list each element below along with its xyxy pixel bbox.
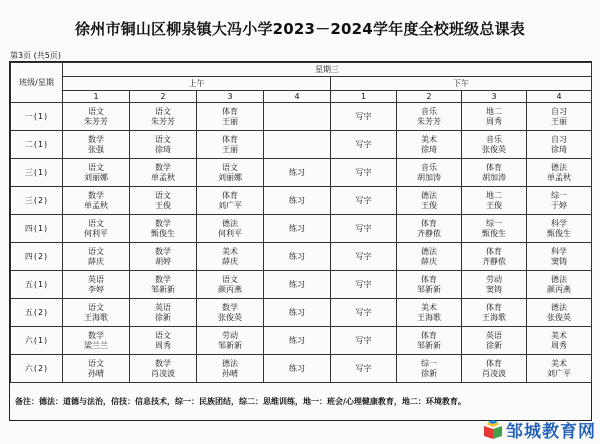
lesson-cell bbox=[197, 327, 264, 355]
teacher-text: 王俊 bbox=[421, 200, 437, 210]
subject-text: 综一 bbox=[421, 358, 437, 368]
teacher-text: 邹新新 bbox=[417, 340, 441, 350]
teacher-text: 王丽 bbox=[551, 116, 567, 126]
lesson-cell bbox=[264, 299, 331, 327]
subject-text: 美术 bbox=[551, 358, 567, 368]
subject-text: 德法 bbox=[551, 302, 567, 312]
lesson-cell bbox=[197, 355, 264, 383]
lesson-cell bbox=[527, 215, 592, 243]
lesson-cell bbox=[264, 187, 331, 215]
subject-text: 语文 bbox=[155, 134, 171, 144]
period-header: 3 bbox=[462, 91, 527, 103]
class-name: 六(2) bbox=[11, 355, 63, 383]
lesson-cell bbox=[63, 215, 130, 243]
lesson-cell bbox=[130, 187, 197, 215]
lesson-cell bbox=[527, 327, 592, 355]
subject-text: 美术 bbox=[222, 246, 238, 256]
document-title: 徐州市铜山区柳泉镇大冯小学2023－2024学年度全校班级总课表 bbox=[75, 20, 525, 38]
lesson-cell bbox=[527, 131, 592, 159]
subject-text: 自习 bbox=[551, 134, 567, 144]
subject-text: 语文 bbox=[88, 218, 104, 228]
teacher-text: 齐静侬 bbox=[482, 256, 506, 266]
teacher-text: 胡加涛 bbox=[482, 172, 506, 182]
subject-text: 体育 bbox=[421, 218, 437, 228]
teacher-text: 颜丙燕 bbox=[547, 284, 571, 294]
teacher-text: 王丽 bbox=[222, 116, 238, 126]
lesson-cell bbox=[397, 299, 462, 327]
teacher-text: 甄俊生 bbox=[482, 228, 506, 238]
lesson-cell bbox=[197, 215, 264, 243]
class-name: 二(1) bbox=[11, 131, 63, 159]
lesson-cell bbox=[63, 327, 130, 355]
teacher-text: 窦铸 bbox=[551, 256, 567, 266]
lesson-cell bbox=[331, 271, 397, 299]
teacher-text: 齐静侬 bbox=[417, 228, 441, 238]
lesson-cell bbox=[527, 159, 592, 187]
teacher-text: 张俊英 bbox=[547, 312, 571, 322]
class-name: 四(1) bbox=[11, 215, 63, 243]
lesson-cell bbox=[63, 131, 130, 159]
teacher-text: 刘丽娜 bbox=[218, 172, 242, 182]
teacher-text: 何利平 bbox=[84, 228, 108, 238]
lesson-cell bbox=[63, 355, 130, 383]
class-row bbox=[11, 159, 592, 187]
lesson-cell bbox=[130, 355, 197, 383]
page-indicator: 第3页 (共5页) bbox=[10, 51, 61, 60]
teacher-text: 梁兰兰 bbox=[84, 340, 108, 350]
corner-header: 班级/星期 bbox=[11, 63, 63, 103]
class-row bbox=[11, 187, 592, 215]
subject-text: 语文 bbox=[88, 302, 104, 312]
subject-text: 美术 bbox=[421, 302, 437, 312]
subject-text: 英语 bbox=[486, 330, 502, 340]
lesson-cell bbox=[462, 215, 527, 243]
subject-text: 数学 bbox=[222, 302, 238, 312]
lesson-cell bbox=[462, 299, 527, 327]
lesson-cell bbox=[130, 243, 197, 271]
subject-text: 体育 bbox=[486, 302, 502, 312]
subject-text: 自习 bbox=[551, 106, 567, 116]
teacher-text: 肖凌波 bbox=[151, 368, 175, 378]
subject-text: 地二 bbox=[486, 190, 502, 200]
teacher-text: 徐新 bbox=[421, 368, 437, 378]
teacher-text: 何利平 bbox=[218, 228, 242, 238]
class-row bbox=[11, 299, 592, 327]
subject-text: 地二 bbox=[486, 106, 502, 116]
class-name: 五(1) bbox=[11, 271, 63, 299]
lesson-cell bbox=[397, 327, 462, 355]
teacher-text: 薛庆 bbox=[222, 256, 238, 266]
lesson-cell bbox=[331, 103, 397, 131]
teacher-text: 甄俊生 bbox=[151, 228, 175, 238]
lesson-cell bbox=[462, 271, 527, 299]
lesson-cell bbox=[397, 187, 462, 215]
subject-text: 写字 bbox=[355, 167, 372, 177]
teacher-text: 朱芳芳 bbox=[84, 116, 108, 126]
subject-text: 写字 bbox=[355, 251, 372, 261]
teacher-text: 徐琦 bbox=[421, 144, 437, 154]
subject-text: 语文 bbox=[88, 106, 104, 116]
class-name: 三(1) bbox=[11, 159, 63, 187]
lesson-cell bbox=[197, 299, 264, 327]
teacher-text: 邹新新 bbox=[151, 284, 175, 294]
subject-text: 练习 bbox=[289, 363, 305, 373]
subject-text: 体育 bbox=[222, 106, 238, 116]
lesson-cell bbox=[462, 187, 527, 215]
schedule-sheet bbox=[9, 61, 592, 421]
lesson-cell bbox=[264, 271, 331, 299]
subject-text: 体育 bbox=[421, 330, 437, 340]
teacher-text: 徐新 bbox=[155, 312, 171, 322]
subject-text: 数学 bbox=[155, 274, 171, 284]
teacher-text: 王海歌 bbox=[417, 312, 441, 322]
lesson-cell bbox=[331, 327, 397, 355]
teacher-text: 刘广平 bbox=[218, 200, 242, 210]
lesson-cell bbox=[397, 215, 462, 243]
lesson-cell bbox=[264, 159, 331, 187]
teacher-text: 甄俊生 bbox=[547, 228, 571, 238]
subject-text: 英语 bbox=[155, 302, 171, 312]
subject-text: 综一 bbox=[551, 190, 567, 200]
lesson-cell bbox=[527, 103, 592, 131]
subject-text: 音乐 bbox=[486, 134, 502, 144]
lesson-cell bbox=[331, 215, 397, 243]
lesson-cell bbox=[264, 215, 331, 243]
teacher-text: 周秀 bbox=[551, 340, 567, 350]
teacher-text: 王俊 bbox=[155, 200, 171, 210]
lesson-cell bbox=[197, 271, 264, 299]
lesson-cell bbox=[527, 355, 592, 383]
subject-text: 德法 bbox=[551, 274, 567, 284]
subject-text: 语文 bbox=[88, 246, 104, 256]
subject-text: 练习 bbox=[289, 335, 305, 345]
lesson-cell bbox=[130, 327, 197, 355]
subject-text: 音乐 bbox=[421, 162, 437, 172]
afternoon-header: 下午 bbox=[331, 77, 592, 91]
lesson-cell bbox=[331, 131, 397, 159]
class-name: 四(2) bbox=[11, 243, 63, 271]
lesson-cell bbox=[264, 131, 331, 159]
class-row bbox=[11, 271, 592, 299]
teacher-text: 肖凌波 bbox=[482, 368, 506, 378]
class-row bbox=[11, 215, 592, 243]
class-row bbox=[11, 243, 592, 271]
subject-text: 科学 bbox=[551, 218, 567, 228]
lesson-cell bbox=[462, 243, 527, 271]
teacher-text: 徐琦 bbox=[551, 144, 567, 154]
lesson-cell bbox=[264, 243, 331, 271]
lesson-cell bbox=[264, 327, 331, 355]
subject-text: 音乐 bbox=[421, 106, 437, 116]
subject-text: 写字 bbox=[355, 195, 372, 205]
lesson-cell bbox=[462, 131, 527, 159]
lesson-cell bbox=[63, 187, 130, 215]
subject-text: 体育 bbox=[486, 246, 502, 256]
teacher-text: 孙晴 bbox=[88, 368, 104, 378]
subject-text: 德法 bbox=[222, 358, 238, 368]
subject-text: 写字 bbox=[355, 279, 372, 289]
subject-text: 体育 bbox=[222, 134, 238, 144]
lesson-cell bbox=[462, 355, 527, 383]
teacher-text: 单孟秋 bbox=[84, 200, 108, 210]
lesson-cell bbox=[397, 355, 462, 383]
lesson-cell bbox=[130, 215, 197, 243]
lesson-cell bbox=[130, 131, 197, 159]
lesson-cell bbox=[527, 299, 592, 327]
subject-text: 英语 bbox=[88, 274, 104, 284]
lesson-cell bbox=[331, 355, 397, 383]
lesson-cell bbox=[197, 243, 264, 271]
subject-text: 数学 bbox=[155, 218, 171, 228]
lesson-cell bbox=[527, 271, 592, 299]
period-header: 2 bbox=[130, 91, 197, 103]
subject-text: 德法 bbox=[421, 190, 437, 200]
subject-text: 语文 bbox=[155, 190, 171, 200]
lesson-cell bbox=[462, 159, 527, 187]
subject-text: 练习 bbox=[289, 251, 305, 261]
subject-text: 数学 bbox=[88, 330, 104, 340]
teacher-text: 胡加涛 bbox=[417, 172, 441, 182]
class-row bbox=[11, 327, 592, 355]
teacher-text: 窦铸 bbox=[486, 284, 502, 294]
teacher-text: 张俊英 bbox=[218, 312, 242, 322]
subject-text: 语文 bbox=[222, 162, 238, 172]
subject-text: 写字 bbox=[355, 111, 372, 121]
lesson-cell bbox=[130, 103, 197, 131]
subject-text: 数学 bbox=[88, 190, 104, 200]
book-logo-icon bbox=[483, 420, 503, 440]
teacher-text: 薛庆 bbox=[421, 256, 437, 266]
morning-header: 上午 bbox=[63, 77, 331, 91]
lesson-cell bbox=[63, 159, 130, 187]
lesson-cell bbox=[397, 131, 462, 159]
subject-text: 写字 bbox=[355, 335, 372, 345]
subject-text: 语文 bbox=[88, 162, 104, 172]
lesson-cell bbox=[63, 243, 130, 271]
teacher-text: 朱芳芳 bbox=[151, 116, 175, 126]
teacher-text: 薛庆 bbox=[88, 256, 104, 266]
subject-text: 数学 bbox=[155, 246, 171, 256]
subject-text: 科学 bbox=[551, 246, 567, 256]
subject-text: 体育 bbox=[222, 190, 238, 200]
period-header: 4 bbox=[264, 91, 331, 103]
lesson-cell bbox=[130, 299, 197, 327]
subject-text: 练习 bbox=[289, 195, 305, 205]
lesson-cell bbox=[264, 103, 331, 131]
subject-text: 写字 bbox=[355, 363, 372, 373]
subject-text: 语文 bbox=[155, 106, 171, 116]
class-row bbox=[11, 355, 592, 383]
subject-text: 练习 bbox=[289, 223, 305, 233]
subject-text: 美术 bbox=[421, 134, 437, 144]
lesson-cell bbox=[397, 271, 462, 299]
schedule-table bbox=[10, 62, 592, 383]
lesson-cell bbox=[197, 187, 264, 215]
subject-text: 练习 bbox=[289, 167, 305, 177]
teacher-text: 刘广平 bbox=[547, 368, 571, 378]
class-row bbox=[11, 103, 592, 131]
subject-text: 美术 bbox=[551, 330, 567, 340]
teacher-text: 周秀 bbox=[486, 116, 502, 126]
lesson-cell bbox=[197, 159, 264, 187]
teacher-text: 徐新 bbox=[486, 340, 502, 350]
teacher-text: 邹新新 bbox=[218, 340, 242, 350]
lesson-cell bbox=[63, 103, 130, 131]
period-header: 1 bbox=[331, 91, 397, 103]
lesson-cell bbox=[331, 159, 397, 187]
subject-text: 数学 bbox=[155, 162, 171, 172]
period-header: 2 bbox=[397, 91, 462, 103]
subject-text: 劳动 bbox=[486, 274, 502, 284]
teacher-text: 刘丽娜 bbox=[84, 172, 108, 182]
class-name: 六(1) bbox=[11, 327, 63, 355]
teacher-text: 王海歌 bbox=[84, 312, 108, 322]
class-name: 五(2) bbox=[11, 299, 63, 327]
teacher-text: 徐琦 bbox=[155, 144, 171, 154]
lesson-cell bbox=[63, 271, 130, 299]
subject-text: 体育 bbox=[421, 274, 437, 284]
subject-text: 练习 bbox=[289, 307, 305, 317]
teacher-text: 胡婷 bbox=[155, 256, 171, 266]
day-header: 星期三 bbox=[63, 63, 592, 77]
footnote: 备注：德法：道德与法治，信技：信息技术，综一：民族团结，综二：思维训练，地一：班会/心理健康教育，地二：环境教育。 bbox=[15, 397, 466, 406]
subject-text: 德法 bbox=[222, 218, 238, 228]
class-name: 三(2) bbox=[11, 187, 63, 215]
subject-text: 数学 bbox=[155, 358, 171, 368]
subject-text: 写字 bbox=[355, 139, 372, 149]
teacher-text: 张强 bbox=[88, 144, 104, 154]
subject-text: 语文 bbox=[88, 358, 104, 368]
lesson-cell bbox=[331, 187, 397, 215]
teacher-text: 朱芳芳 bbox=[417, 116, 441, 126]
teacher-text: 王俊 bbox=[486, 200, 502, 210]
subject-text: 体育 bbox=[486, 162, 502, 172]
subject-text: 综一 bbox=[486, 218, 502, 228]
teacher-text: 孙晴 bbox=[222, 368, 238, 378]
lesson-cell bbox=[63, 299, 130, 327]
period-header: 4 bbox=[527, 91, 592, 103]
lesson-cell bbox=[264, 355, 331, 383]
subject-text: 练习 bbox=[289, 279, 305, 289]
subject-text: 数学 bbox=[88, 134, 104, 144]
subject-text: 德法 bbox=[551, 162, 567, 172]
subject-text: 语文 bbox=[222, 274, 238, 284]
lesson-cell bbox=[130, 271, 197, 299]
lesson-cell bbox=[197, 131, 264, 159]
teacher-text: 张俊英 bbox=[482, 144, 506, 154]
period-header: 1 bbox=[63, 91, 130, 103]
subject-text: 体育 bbox=[486, 358, 502, 368]
period-header: 3 bbox=[197, 91, 264, 103]
teacher-text: 李婷 bbox=[88, 284, 104, 294]
lesson-cell bbox=[197, 103, 264, 131]
teacher-text: 周秀 bbox=[155, 340, 171, 350]
teacher-text: 王海歌 bbox=[482, 312, 506, 322]
lesson-cell bbox=[130, 159, 197, 187]
teacher-text: 单孟秋 bbox=[547, 172, 571, 182]
teacher-text: 单孟秋 bbox=[151, 172, 175, 182]
class-row bbox=[11, 131, 592, 159]
subject-text: 语文 bbox=[155, 330, 171, 340]
teacher-text: 于婷 bbox=[551, 200, 567, 210]
subject-text: 写字 bbox=[355, 307, 372, 317]
class-name: 一(1) bbox=[11, 103, 63, 131]
subject-text: 劳动 bbox=[222, 330, 238, 340]
lesson-cell bbox=[397, 103, 462, 131]
lesson-cell bbox=[527, 243, 592, 271]
subject-text: 德法 bbox=[421, 246, 437, 256]
lesson-cell bbox=[331, 243, 397, 271]
watermark-logo bbox=[483, 417, 596, 442]
teacher-text: 颜丙燕 bbox=[218, 284, 242, 294]
watermark-text: 邹城教育网 bbox=[506, 422, 596, 442]
lesson-cell bbox=[397, 159, 462, 187]
lesson-cell bbox=[462, 103, 527, 131]
lesson-cell bbox=[527, 187, 592, 215]
lesson-cell bbox=[462, 327, 527, 355]
subject-text: 写字 bbox=[355, 223, 372, 233]
lesson-cell bbox=[397, 243, 462, 271]
lesson-cell bbox=[331, 299, 397, 327]
teacher-text: 王丽 bbox=[222, 144, 238, 154]
teacher-text: 邹新新 bbox=[417, 284, 441, 294]
